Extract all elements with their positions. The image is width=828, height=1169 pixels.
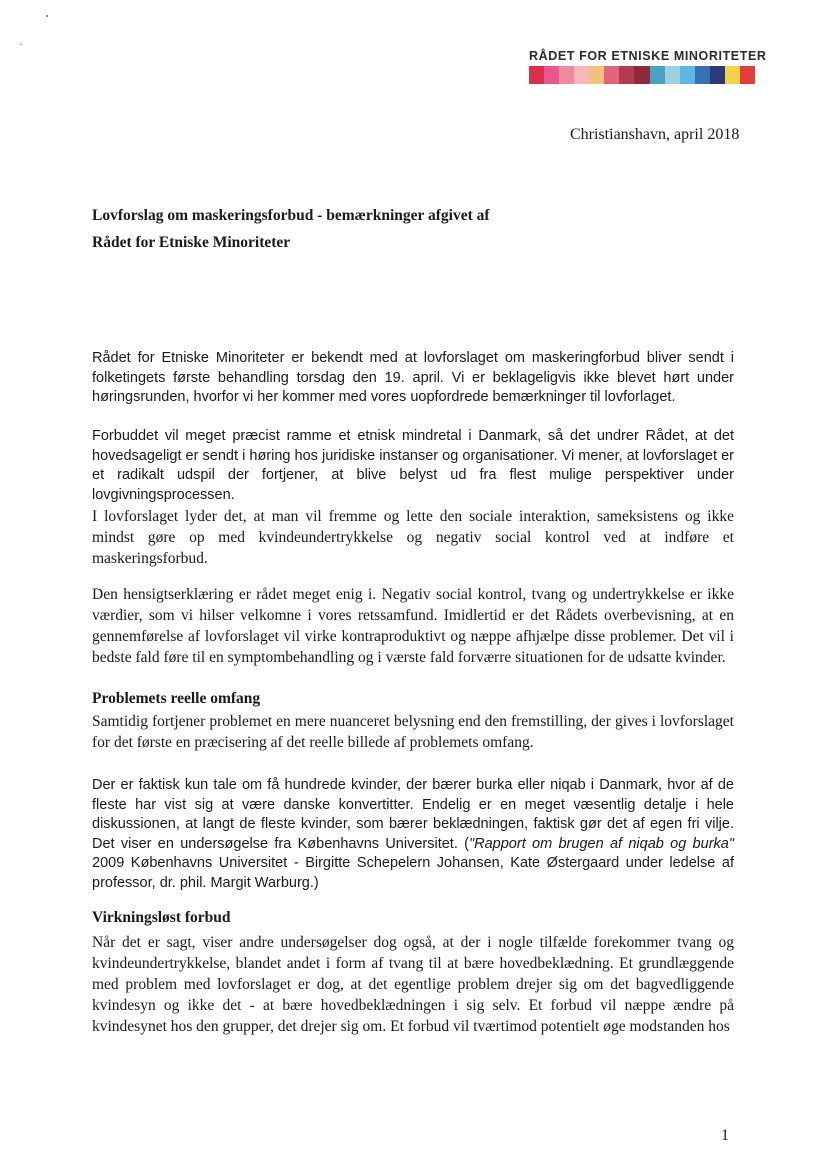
paragraph-bill-purpose: I lovforslaget lyder det, at man vil fremme og lette den sociale interaktion, sameksistens og ikke mindst gøre op med kvindeundertrykkelse og negativ social kontrol ved at indføre et maskeringsforbud. [92,508,734,567]
logo-color-segment [544,66,559,84]
place-date: Christianshavn, april 2018 [570,126,740,143]
report-title-citation: "Rapport om brugen af niqab og burka" [469,835,734,852]
logo-color-segment [589,66,604,84]
logo-color-segment [574,66,589,84]
logo-color-segment [695,66,710,84]
logo-color-segment [665,66,680,84]
logo-color-segment [619,66,634,84]
scan-speck [46,15,48,17]
paragraph-facts-citation: 2009 Københavns Universitet - Birgitte Schepelern Johansen, Kate Østergaard under ledelse af professor, dr. phil. Margit Warburg.) [92,855,734,891]
organization-logo-text: RÅDET FOR ETNISKE MINORITETER [529,49,767,63]
subheading-ineffective-ban: Virkningsløst forbud [92,909,231,926]
logo-color-segment [740,66,755,84]
scan-speck [20,44,22,45]
logo-color-segment [710,66,725,84]
paragraph-nuance: Samtidig fortjener problemet en mere nuanceret belysning end den fremstilling, der gives i lovforslaget for det første en præcisering af det reelle billede af problemets omfang. [92,713,734,751]
logo-color-segment [604,66,619,84]
paragraph-ineffective-ban: Når det er sagt, viser andre undersøgelser dog også, at der i nogle tilfælde forekommer tvang og kvindeundertrykkelse, blandet andet i form af tvang til at bære hovedbeklædning. Et grundlæggende med problem med lovforslaget er dog, at det egentlige problem drejer sig om det bagvedliggende kvindesyn og ikke det - at bære hovedbeklædningen i sig selv. Et forbud vil næppe ændre på kvindesynet hos den grupper, det drejer sig om. Et forbud vil tværtimod potentielt øge modstanden hos [92,934,734,1035]
page-number: 1 [721,1127,729,1144]
logo-color-segment [680,66,695,84]
logo-color-segment [725,66,740,84]
paragraph-hearing: Forbuddet vil meget præcist ramme et etnisk mindretal i Danmark, så det undrer Rådet, at det hovedsageligt er sendt i høring hos juridiske instanser og organisationer. Vi mener, at lovforslaget er et radikalt udspil der fortjener, at blive belyst ud fra flest mulige perspektiver under lovgivningsprocessen. [92,428,734,503]
paragraph-intro: Rådet for Etniske Minoriteter er bekendt med at lovforslaget om maskeringforbud bliver sendt i folketingets første behandling torsdag den 19. april. Vi er beklageligvis ikke blevet hørt under høringsrunden, hvorfor vi her kommer med vores uopfordrede bemærkninger til lovforlaget. [92,350,734,405]
logo-color-segment [529,66,544,84]
logo-color-segment [634,66,649,84]
paragraph-facts [92,776,734,893]
logo-color-segment [650,66,665,84]
paragraph-council-position: Den hensigtserklæring er rådet meget enig i. Negativ social kontrol, tvang og undertrykkelse er ikke værdier, som vi hilser velkomne i vores retssamfund. Imidlertid er det Rådets overbevisning, at en gennemførelse af lovforslaget vil virke kontraproduktivt og næppe afhjælpe disse problemer. Det vil i bedste fald føre til en symptombehandling og i værste fald forværre situationen for de udsatte kvinder. [92,586,734,666]
paragraph-facts-text: Der er faktisk kun tale om få hundrede kvinder, der bærer burka eller niqab i Danmark, hvor af de fleste har vist sig at være danske konvertitter. Endelig er en meget væsentlig detalje i hele diskussionen, at langt de fleste kvinder, som bærer beklædningen, faktisk gør det af egen fri vilje. Det viser en undersøgelse fra Københavns Universitet. ( [92,777,734,852]
logo-color-segment [559,66,574,84]
organization-logo-color-bar [529,66,755,84]
document-title-line-2: Rådet for Etniske Minoriteter [92,234,291,251]
subheading-problem-scope: Problemets reelle omfang [92,690,261,707]
document-title-line-1: Lovforslag om maskeringsforbud - bemærkninger afgivet af [92,207,490,224]
